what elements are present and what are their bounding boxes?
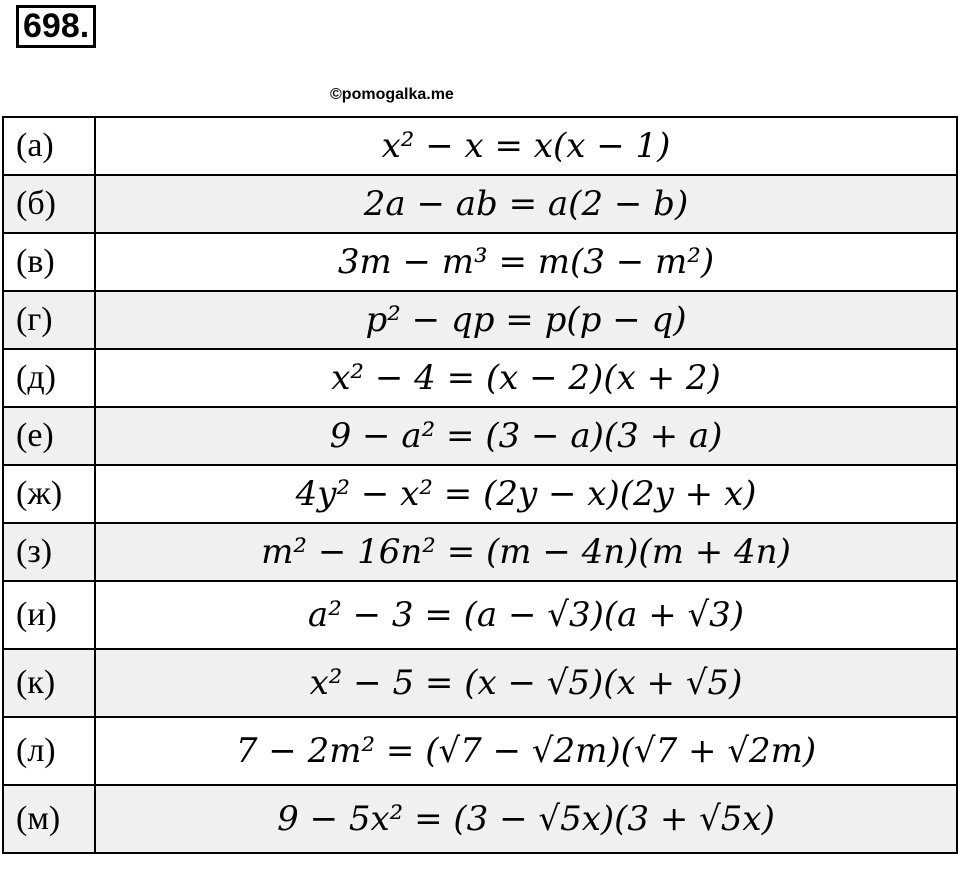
table-row [3, 349, 957, 407]
row-expression [95, 407, 957, 465]
expression-text: 2a − ab = a(2 − b) [363, 184, 689, 224]
row-label: (з) [3, 523, 95, 581]
problem-number-text: 698. [23, 7, 90, 45]
table-row [3, 581, 957, 649]
table-row [3, 785, 957, 853]
row-expression [95, 581, 957, 649]
row-expression [95, 349, 957, 407]
expression-text: a² − 3 = (a − √3)(a + √3) [307, 595, 745, 635]
table-row [3, 407, 957, 465]
row-label: (к) [3, 649, 95, 717]
expression-text: 9 − a² = (3 − a)(3 + a) [329, 416, 723, 456]
table-row [3, 649, 957, 717]
row-expression [95, 523, 957, 581]
problem-number [16, 5, 96, 48]
row-label: (а) [3, 117, 95, 175]
row-label: (е) [3, 407, 95, 465]
row-expression [95, 717, 957, 785]
row-expression [95, 785, 957, 853]
row-label: (м) [3, 785, 95, 853]
expression-text: 9 − 5x² = (3 − √5x)(3 + √5x) [277, 799, 775, 839]
watermark: ©pomogalka.me [330, 86, 454, 103]
row-expression [95, 117, 957, 175]
row-expression [95, 291, 957, 349]
expression-text: 3m − m³ = m(3 − m²) [337, 242, 715, 282]
expression-text: x² − 4 = (x − 2)(x + 2) [331, 358, 721, 398]
table-row [3, 117, 957, 175]
expression-text: p² − qp = p(p − q) [365, 300, 687, 340]
table-row [3, 717, 957, 785]
row-label: (д) [3, 349, 95, 407]
expression-text: m² − 16n² = (m − 4n)(m + 4n) [261, 532, 791, 572]
row-label: (б) [3, 175, 95, 233]
row-expression [95, 649, 957, 717]
expression-text: 7 − 2m² = (√7 − √2m)(√7 + √2m) [235, 731, 817, 771]
row-expression [95, 175, 957, 233]
row-expression [95, 465, 957, 523]
table-row [3, 523, 957, 581]
row-label: (г) [3, 291, 95, 349]
expression-text: x² − x = x(x − 1) [381, 126, 671, 166]
expression-text: x² − 5 = (x − √5)(x + √5) [309, 663, 743, 703]
row-label: (в) [3, 233, 95, 291]
table-row [3, 291, 957, 349]
row-label: (ж) [3, 465, 95, 523]
row-label: (и) [3, 581, 95, 649]
table-row [3, 175, 957, 233]
table-row [3, 465, 957, 523]
expression-text: 4y² − x² = (2y − x)(2y + x) [295, 474, 757, 514]
table-row [3, 233, 957, 291]
row-expression [95, 233, 957, 291]
row-label: (л) [3, 717, 95, 785]
answers-table [2, 116, 958, 854]
